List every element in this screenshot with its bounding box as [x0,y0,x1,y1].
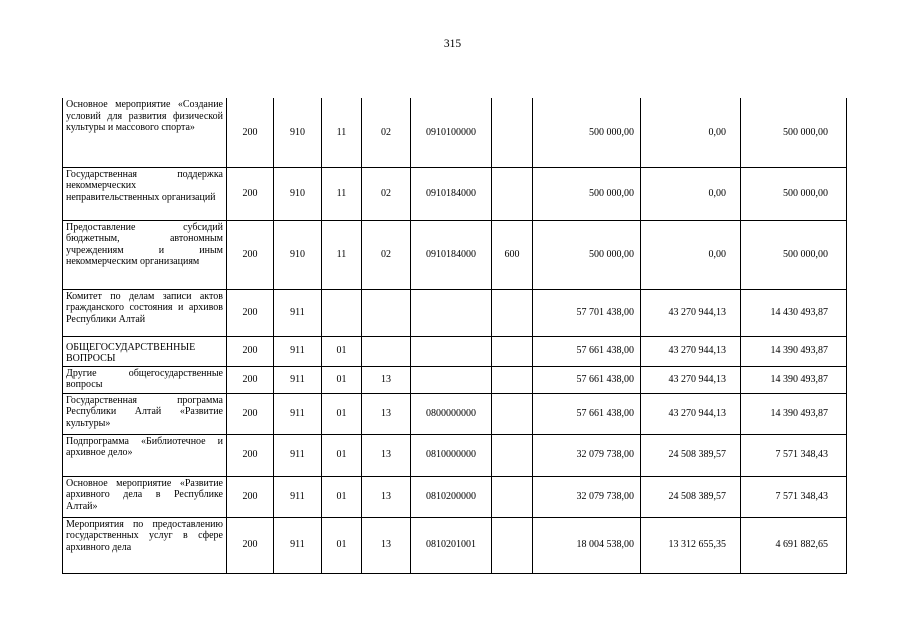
table-row [63,336,847,366]
table-row [63,393,847,434]
table-row [63,517,847,573]
subsection-code [362,336,411,366]
grbs-code: 910 [274,98,322,167]
amount-executed: 24 508 389,57 [641,434,741,476]
expense-type-code [492,167,533,220]
amount-executed: 13 312 655,35 [641,517,741,573]
amount-plan: 57 701 438,00 [533,289,641,336]
expense-type-code: 600 [492,220,533,289]
expense-type-code [492,336,533,366]
amount-executed: 43 270 944,13 [641,366,741,393]
grbs-code: 911 [274,289,322,336]
target-article-code [411,336,492,366]
expense-type-code [492,517,533,573]
admin-code: 200 [227,336,274,366]
grbs-code: 910 [274,167,322,220]
amount-remaining: 7 571 348,43 [741,434,847,476]
amount-executed: 24 508 389,57 [641,476,741,517]
section-code: 11 [322,98,362,167]
amount-remaining: 500 000,00 [741,167,847,220]
admin-code: 200 [227,517,274,573]
amount-plan: 57 661 438,00 [533,366,641,393]
section-code: 01 [322,393,362,434]
subsection-code: 13 [362,393,411,434]
section-code: 01 [322,434,362,476]
amount-remaining: 14 390 493,87 [741,336,847,366]
subsection-code: 13 [362,366,411,393]
amount-plan: 57 661 438,00 [533,336,641,366]
section-code: 11 [322,167,362,220]
amount-remaining: 4 691 882,65 [741,517,847,573]
amount-executed: 0,00 [641,98,741,167]
target-article-code: 0910184000 [411,167,492,220]
expense-type-code [492,366,533,393]
expense-type-code [492,434,533,476]
amount-remaining: 14 430 493,87 [741,289,847,336]
amount-plan: 500 000,00 [533,167,641,220]
row-name: Основное мероприятие «Создание условий для развития физической культуры и массового спорта» [63,98,227,167]
grbs-code: 911 [274,434,322,476]
amount-executed: 43 270 944,13 [641,289,741,336]
admin-code: 200 [227,289,274,336]
amount-executed: 43 270 944,13 [641,393,741,434]
grbs-code: 911 [274,517,322,573]
row-name: Государственная программа Республики Алтай «Развитие культуры» [63,393,227,434]
amount-plan: 500 000,00 [533,98,641,167]
target-article-code [411,366,492,393]
grbs-code: 911 [274,476,322,517]
admin-code: 200 [227,434,274,476]
admin-code: 200 [227,366,274,393]
row-name: Государственная поддержка некоммерческих неправительственных организаций [63,167,227,220]
budget-table-body [63,98,847,573]
admin-code: 200 [227,393,274,434]
table-row [63,434,847,476]
budget-table [62,98,847,574]
subsection-code: 13 [362,476,411,517]
amount-plan: 500 000,00 [533,220,641,289]
amount-plan: 57 661 438,00 [533,393,641,434]
admin-code: 200 [227,476,274,517]
amount-executed: 0,00 [641,220,741,289]
subsection-code: 13 [362,434,411,476]
amount-executed: 43 270 944,13 [641,336,741,366]
expense-type-code [492,98,533,167]
row-name: ОБЩЕГОСУДАРСТВЕННЫЕ ВОПРОСЫ [63,336,227,366]
table-row [63,220,847,289]
expense-type-code [492,476,533,517]
amount-remaining: 500 000,00 [741,98,847,167]
expense-type-code [492,393,533,434]
amount-plan: 18 004 538,00 [533,517,641,573]
subsection-code: 13 [362,517,411,573]
amount-plan: 32 079 738,00 [533,434,641,476]
target-article-code [411,289,492,336]
table-row [63,476,847,517]
amount-remaining: 7 571 348,43 [741,476,847,517]
section-code: 11 [322,220,362,289]
expense-type-code [492,289,533,336]
table-row [63,289,847,336]
grbs-code: 911 [274,366,322,393]
row-name: Мероприятия по предоставлению государственных услуг в сфере архивного дела [63,517,227,573]
section-code: 01 [322,476,362,517]
amount-executed: 0,00 [641,167,741,220]
row-name: Подпрограмма «Библиотечное и архивное дело» [63,434,227,476]
section-code: 01 [322,366,362,393]
section-code: 01 [322,517,362,573]
amount-plan: 32 079 738,00 [533,476,641,517]
subsection-code: 02 [362,98,411,167]
section-code: 01 [322,336,362,366]
target-article-code: 0810200000 [411,476,492,517]
section-code [322,289,362,336]
target-article-code: 0910184000 [411,220,492,289]
table-row [63,167,847,220]
subsection-code [362,289,411,336]
admin-code: 200 [227,98,274,167]
subsection-code: 02 [362,167,411,220]
grbs-code: 911 [274,393,322,434]
admin-code: 200 [227,167,274,220]
target-article-code: 0810000000 [411,434,492,476]
row-name: Комитет по делам записи актов гражданского состояния и архивов Республики Алтай [63,289,227,336]
grbs-code: 911 [274,336,322,366]
target-article-code: 0810201001 [411,517,492,573]
amount-remaining: 14 390 493,87 [741,393,847,434]
row-name: Предоставление субсидий бюджетным, автономным учреждениям и иным некоммерческим организациям [63,220,227,289]
admin-code: 200 [227,220,274,289]
table-row [63,98,847,167]
page-number: 315 [443,38,462,50]
row-name: Другие общегосударственные вопросы [63,366,227,393]
row-name: Основное мероприятие «Развитие архивного дела в Республике Алтай» [63,476,227,517]
table-row [63,366,847,393]
amount-remaining: 500 000,00 [741,220,847,289]
target-article-code: 0910100000 [411,98,492,167]
subsection-code: 02 [362,220,411,289]
amount-remaining: 14 390 493,87 [741,366,847,393]
target-article-code: 0800000000 [411,393,492,434]
grbs-code: 910 [274,220,322,289]
